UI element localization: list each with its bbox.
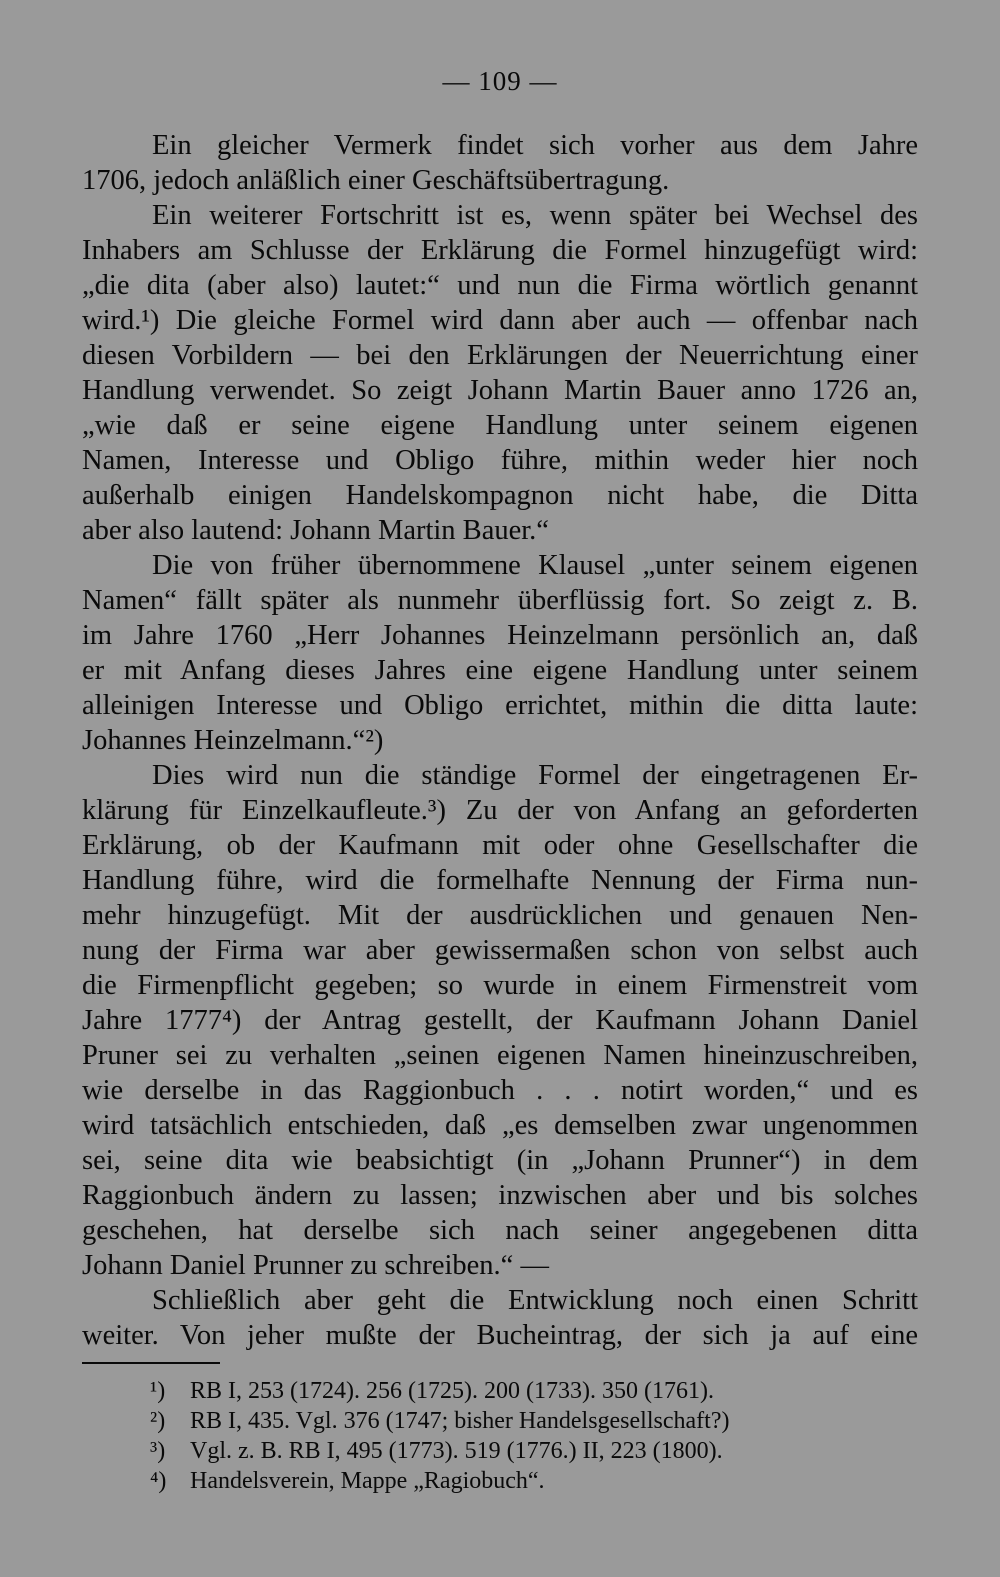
text-line: „die dita (aber also) lautet:“ und nun die Firma wörtlich genannt [82,270,918,301]
text-line: alleinigen Interesse und Obligo errichtet, mithin die ditta laute: [82,690,918,721]
text-line: Johannes Heinzelmann.“²) [82,725,384,756]
text-line: Die von früher übernommene Klausel „unter seinem eigenen [152,550,918,581]
text-line: Erklärung, ob der Kaufmann mit oder ohne Gesellschafter die [82,830,918,861]
text-line: außerhalb einigen Handelskompagnon nicht habe, die Ditta [82,480,918,511]
text-line: Ein weiterer Fortschritt ist es, wenn später bei Wechsel des [152,200,918,231]
text-line: Handlung verwendet. So zeigt Johann Martin Bauer anno 1726 an, [82,375,918,406]
text-line: „wie daß er seine eigene Handlung unter seinem eigenen [82,410,918,441]
text-line: wird.¹) Die gleiche Formel wird dann aber auch — offenbar nach [82,305,918,336]
footnote [150,1376,920,1406]
text-line: Johann Daniel Prunner zu schreiben.“ — [82,1250,549,1281]
text-line: Namen, Interesse und Obligo führe, mithin weder hier noch [82,445,918,476]
text-line: geschehen, hat derselbe sich nach seiner angegebenen ditta [82,1215,918,1246]
footnote-mark: ²) [150,1408,166,1434]
footnotes [150,1376,920,1496]
text-line: Handlung führe, wird die formelhafte Nennung der Firma nun- [82,865,918,896]
footnote [150,1436,920,1466]
footnote-mark: ¹) [150,1378,166,1404]
footnote-mark: ⁴) [150,1468,167,1494]
footnote-text: RB I, 435. Vgl. 376 (1747; bisher Handelsgesellschaft?) [190,1408,730,1434]
text-line: wie derselbe in das Raggionbuch . . . notirt worden,“ und es [82,1075,918,1106]
text-line: Schließlich aber geht die Entwicklung noch einen Schritt [152,1285,918,1316]
text-line: er mit Anfang dieses Jahres eine eigene Handlung unter seinem [82,655,918,686]
text-line: die Firmenpflicht gegeben; so wurde in einem Firmenstreit vom [82,970,918,1001]
text-line: Ein gleicher Vermerk findet sich vorher aus dem Jahre [152,130,918,161]
text-line: nung der Firma war aber gewissermaßen schon von selbst auch [82,935,918,966]
text-line: mehr hinzugefügt. Mit der ausdrücklichen und genauen Nen- [82,900,918,931]
footnote-text: Vgl. z. B. RB I, 495 (1773). 519 (1776.) II, 223 (1800). [190,1438,723,1464]
page-number: — 109 — [442,66,558,96]
footnote-text: Handelsverein, Mappe „Ragiobuch“. [190,1468,545,1494]
text-line: Dies wird nun die ständige Formel der eingetragenen Er- [152,760,918,791]
footnote [150,1466,920,1496]
text-line: klärung für Einzelkaufleute.³) Zu der von Anfang an geforderten [82,795,918,826]
footnote-rule [82,1362,220,1364]
text-line: diesen Vorbildern — bei den Erklärungen der Neuerrichtung einer [82,340,918,371]
text-line: 1706, jedoch anläßlich einer Geschäftsübertragung. [82,165,670,196]
text-line: Jahre 1777⁴) der Antrag gestellt, der Kaufmann Johann Daniel [82,1005,918,1036]
text-line: Pruner sei zu verhalten „seinen eigenen Namen hineinzuschreiben, [82,1040,918,1071]
text-line: Namen“ fällt später als nunmehr überflüssig fort. So zeigt z. B. [82,585,918,616]
footnote-text: RB I, 253 (1724). 256 (1725). 200 (1733). 350 (1761). [190,1378,714,1404]
body-text [82,128,918,1353]
text-line: Inhabers am Schlusse der Erklärung die Formel hinzugefügt wird: [82,235,918,266]
text-line: wird tatsächlich entschieden, daß „es demselben zwar ungenommen [82,1110,918,1141]
text-line: weiter. Von jeher mußte der Bucheintrag, der sich ja auf eine [82,1320,918,1351]
text-line: im Jahre 1760 „Herr Johannes Heinzelmann persönlich an, daß [82,620,918,651]
text-line: Raggionbuch ändern zu lassen; inzwischen aber und bis solches [82,1180,918,1211]
text-line: aber also lautend: Johann Martin Bauer.“ [82,515,549,546]
footnote-mark: ³) [150,1438,166,1464]
text-line: sei, seine dita wie beabsichtigt (in „Johann Prunner“) in dem [82,1145,918,1176]
footnote [150,1406,920,1436]
